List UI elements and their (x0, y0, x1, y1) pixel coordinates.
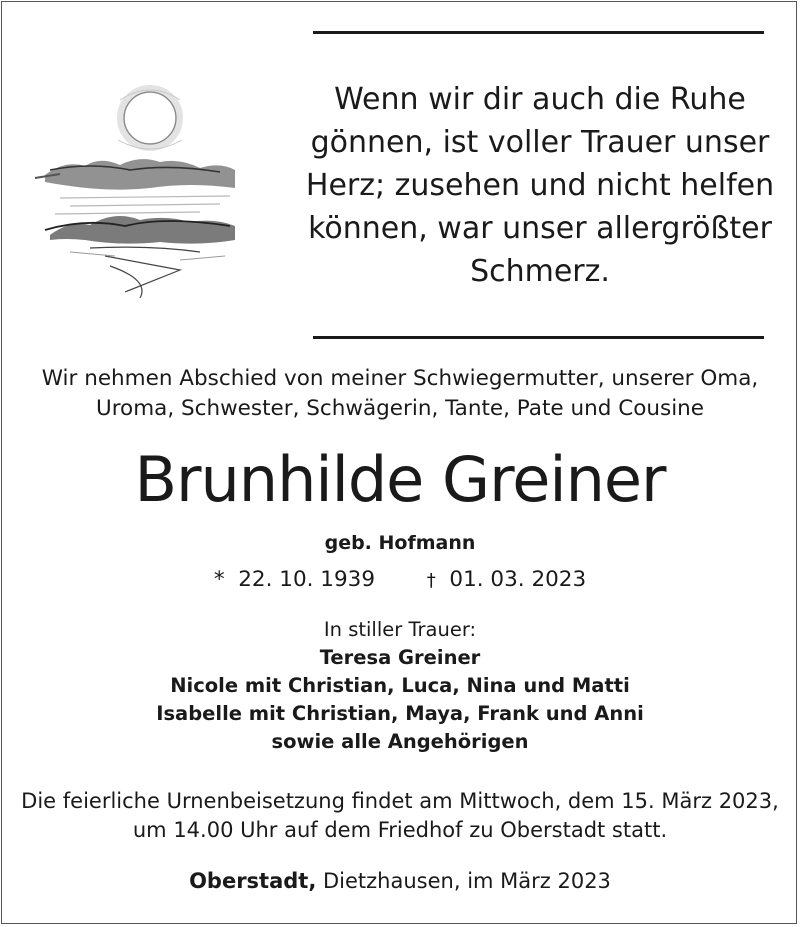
service-line: um 14.00 Uhr auf dem Friedhof zu Oberstadt statt. (132, 818, 668, 842)
intro-line: Wir nehmen Abschied von meiner Schwiegermutter, unserer Oma, (41, 366, 759, 391)
landscape-sketch-illustration (30, 70, 260, 305)
mourner-line: Teresa Greiner (319, 646, 481, 669)
birth-date: 22. 10. 1939 (238, 567, 376, 592)
mourner-line: sowie alle Angehörigen (271, 730, 529, 753)
mourners-block (0, 616, 800, 756)
place-date: Dietzhausen, im März 2023 (323, 869, 611, 893)
mourner-line: Nicole mit Christian, Luca, Nina und Matti (170, 674, 630, 697)
service-line: Die feierliche Urnenbeisetzung findet am Mittwoch, dem 15. März 2023, (21, 789, 779, 813)
place-name: Oberstadt, (189, 869, 317, 893)
intro-line: Uroma, Schwester, Schwägerin, Tante, Pate und Cousine (95, 396, 705, 421)
deceased-name: Brunhilde Greiner (134, 443, 666, 516)
poem-line: Schmerz. (470, 254, 610, 289)
poem-line: können, war unser allergrößter (308, 211, 772, 246)
farewell-intro (0, 364, 800, 424)
mourners-heading: In stiller Trauer: (323, 618, 477, 641)
poem-line: Herz; zusehen und nicht helfen (305, 168, 775, 203)
life-dates (0, 565, 800, 596)
bottom-rule (313, 336, 764, 339)
death-cross-symbol: † (426, 570, 436, 591)
birth-symbol: * (213, 567, 225, 592)
mourner-line: Isabelle mit Christian, Maya, Frank und Anni (156, 702, 644, 725)
burial-service-info (0, 787, 800, 845)
poem-line: Wenn wir dir auch die Ruhe (334, 82, 746, 117)
maiden-name: geb. Hofmann (324, 532, 476, 554)
death-date: 01. 03. 2023 (449, 567, 587, 592)
memorial-poem (305, 78, 775, 293)
poem-line: gönnen, ist voller Trauer unser (310, 125, 770, 160)
place-and-date (0, 866, 800, 896)
top-rule (313, 31, 764, 34)
